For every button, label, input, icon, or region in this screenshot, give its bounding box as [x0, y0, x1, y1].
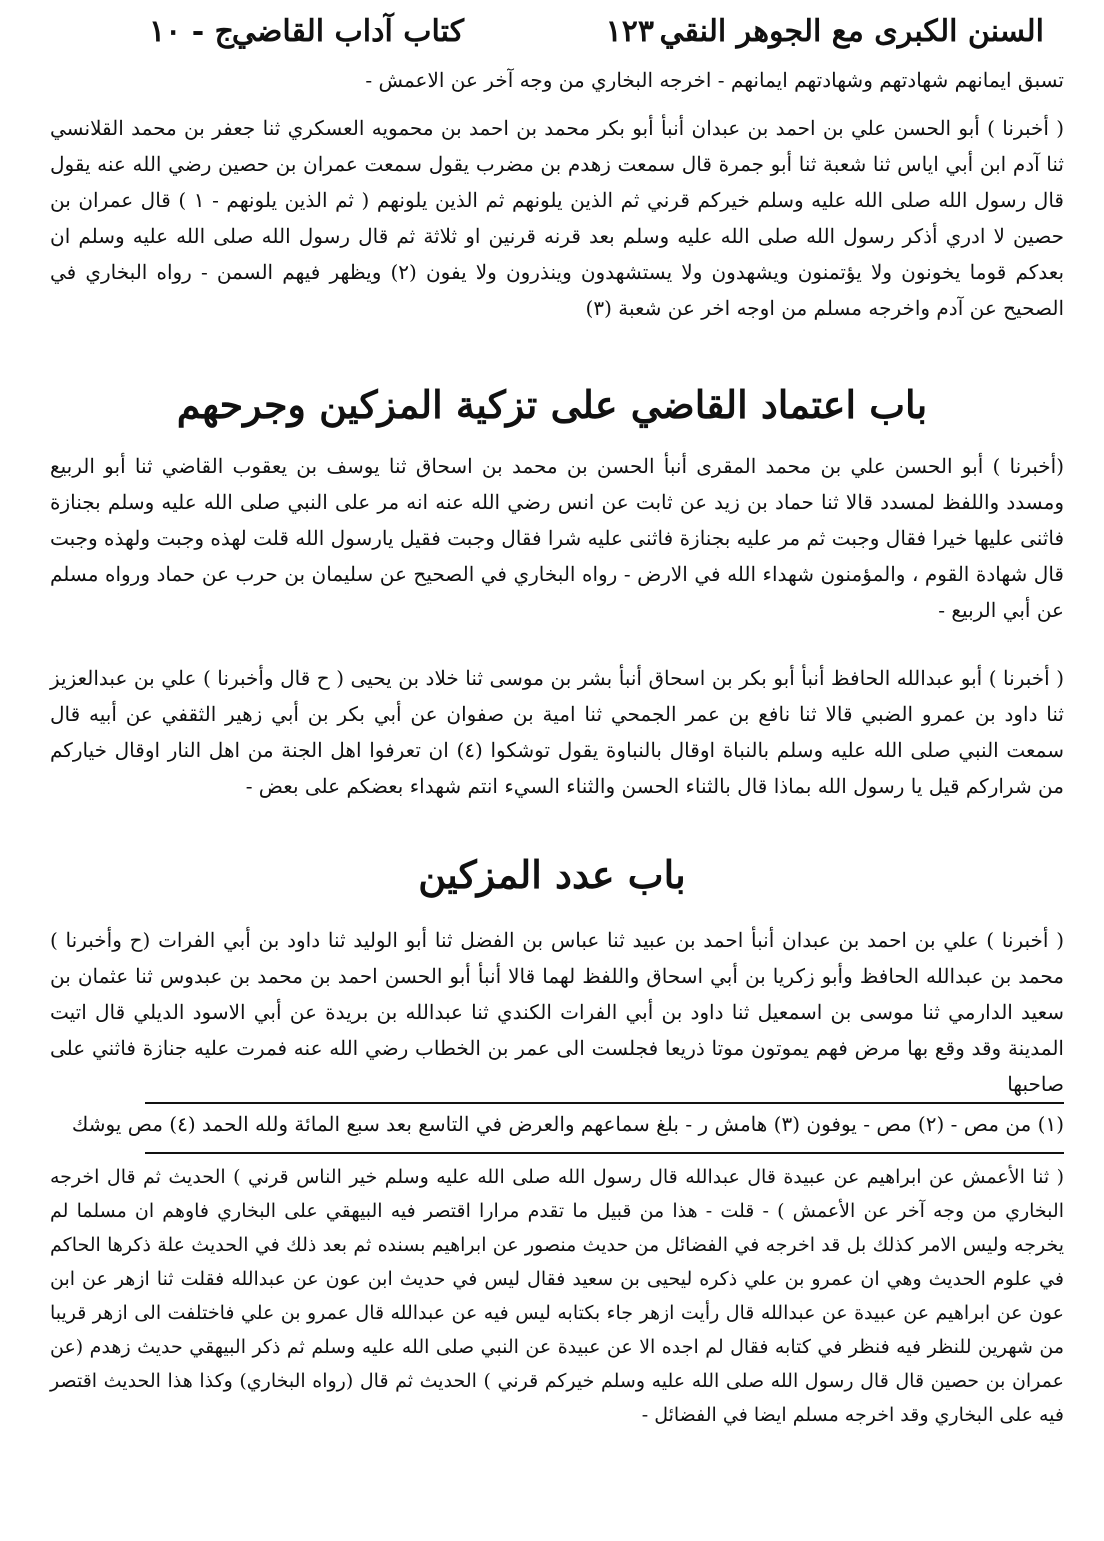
chapter-heading-number-of-muzakkin: باب عدد المزكين [418, 852, 686, 897]
header-volume: ج - ١٠ [149, 14, 234, 49]
paragraph-hadith-2: (أخبرنا ) أبو الحسن علي بن محمد المقرى أنبأ الحسن بن محمد بن اسحاق ثنا يوسف بن يعقوب القاضي ثنا أبو الربيع ومسدد واللفظ لمسدد قالا ثنا حماد بن زيد عن ثابت عن انس رضي الله عنه انه مر على النبي صلى الله عليه وسلم بجنازة فاثنى عليها خيرا فقال وجبت ثم مر عليه بجنازة فاثنى عليه شرا فقال وجبت فقيل يارسول الله قلت لهذه وجبت ولهذه وجبت قال شهادة القوم ، والمؤمنون شهداء الله في الارض - رواه البخاري في الصحيح عن سليمان بن حرب عن حماد ورواه مسلم عن أبي الربيع - [50, 454, 1064, 622]
paragraph-hadith-4: ( أخبرنا ) علي بن احمد بن عبدان أنبأ احمد بن عبيد ثنا عباس بن الفضل ثنا أبو الوليد ثنا داود بن أبي الفرات (ح وأخبرنا ) محمد بن عبدالله الحافظ وأبو زكريا بن أبي اسحاق واللفظ لهما قالا أنبأ أبو الحسن احمد بن محمد بن عبدوس ثنا عثمان بن سعيد الدارمي ثنا موسى بن اسمعيل ثنا داود بن أبي الفرات الكندي ثنا عبدالله بن بريدة عن أبي الاسود الديلي قال اتيت المدينة وقد وقع بها مرض فهم يموتون موتا ذريعا فجلست الى عمر بن الخطاب رضي الله عنه فمرت عليه جنازة فاثني على صاحبها [50, 928, 1064, 1096]
paragraph-hadith-1: ( أخبرنا ) أبو الحسن علي بن احمد بن عبدان أنبأ أبو بكر محمد بن احمد بن محمويه العسكري ثنا جعفر بن محمد القلانسي ثنا آدم ابن أبي اياس ثنا شعبة ثنا أبو جمرة قال سمعت زهدم بن مضرب يقول سمعت عمران بن حصين رضي الله عنه يقول قال رسول الله صلى الله عليه وسلم خيركم قرني ثم الذين يلونهم ثم الذين يلونهم ( ثم الذين يلونهم - ١ ) قال عمران بن حصين لا ادري أذكر رسول الله صلى الله عليه وسلم بعد قرنه قرنين او ثلاثة ثم قال رسول الله صلى الله عليه وسلم ان بعدكم قوما يخونون ولا يؤتمنون ويشهدون ولا يستشهدون وينذرون ولا يفون (٢) ويظهر فيهم السمن - رواه البخاري في الصحيح عن آدم واخرجه مسلم من اوجه اخر عن شعبة (٣) [50, 116, 1065, 320]
paragraph-intro: تسبق ايمانهم شهادتهم وشهادتهم ايمانهم - اخرجه البخاري من وجه آخر عن الاعمش - [365, 68, 1064, 92]
header-book-title: السنن الكبرى مع الجوهر النقي [659, 14, 1044, 49]
footnote-divider-bottom [145, 1152, 1064, 1154]
footnotes: (١) من مص - (٢) مص - يوفون (٣) هامش ر - بلغ سماعهم والعرض في التاسع بعد سبع المائة ولله الحمد (٤) مص يوشك [71, 1112, 1064, 1136]
chapter-heading-tazkiya: باب اعتماد القاضي على تزكية المزكين وجرحهم [176, 382, 928, 427]
header-section-title: كتاب آداب القاضي [231, 14, 464, 49]
commentary-jawhar-naqi: ( ثنا الأعمش عن ابراهيم عن عبيدة قال عبدالله قال رسول الله صلى الله عليه وسلم خير الناس قرني ) الحديث ثم قال اخرجه البخاري من وجه آخر عن الأعمش ) - قلت - هذا من قبيل ما تقدم مرارا اقتصر فيه البيهقي على البخاري فاوهم ان مسلما لم يخرجه وليس الامر كذلك بل قد اخرجه في الفضائل من حديث منصور عن ابراهيم بسنده ثم بعد ذلك في الحديث علة ذكرها الحاكم في علوم الحديث وهي ان عمرو بن علي ذكره ليحيى بن سعيد فقال ليس في حديث ابن عون عن عبدالله فقلت ثنا ازهر عن ابن عون عن ابراهيم عن عبيدة عن عبدالله قال رأيت ازهر جاء بكتابه ليس فيه عن عبدالله قال عمرو بن علي فاختلفت الى ازهر قريبا من شهرين للنظر فيه فنظر في كتابه فقال لم اجده الا عن عبيدة عن النبي صلى الله عليه وسلم ثم ذكر البيهقي حديث زهدم (عن عمران بن حصين قال قال رسول الله صلى الله عليه وسلم خيركم قرني ) الحديث ثم قال (رواه البخاري) وكذا هذا الحديث اقتصر فيه على البخاري وقد اخرجه مسلم ايضا في الفضائل - [50, 1166, 1064, 1426]
footnote-divider-top [145, 1102, 1064, 1104]
page-header [120, 8, 1064, 56]
header-page-number: ١٢٣ [605, 14, 654, 49]
paragraph-hadith-3: ( أخبرنا ) أبو عبدالله الحافظ أنبأ أبو بكر بن اسحاق أنبأ بشر بن موسى ثنا خلاد بن يحيى ( ح قال وأخبرنا ) علي بن عبدالعزيز ثنا داود بن عمرو الضبي قالا ثنا نافع بن عمر الجمحي ثنا امية بن صفوان عن أبي بكر بن أبي زهير الثقفي عن أبيه قال سمعت النبي صلى الله عليه وسلم بالنباة اوقال بالنباوة يقول توشكوا (٤) ان تعرفوا اهل الجنة من اهل النار اوقال خياركم من شراركم قيل يا رسول الله بماذا قال بالثناء الحسن والثناء السيء انتم شهداء بعضكم على بعض - [50, 666, 1064, 798]
